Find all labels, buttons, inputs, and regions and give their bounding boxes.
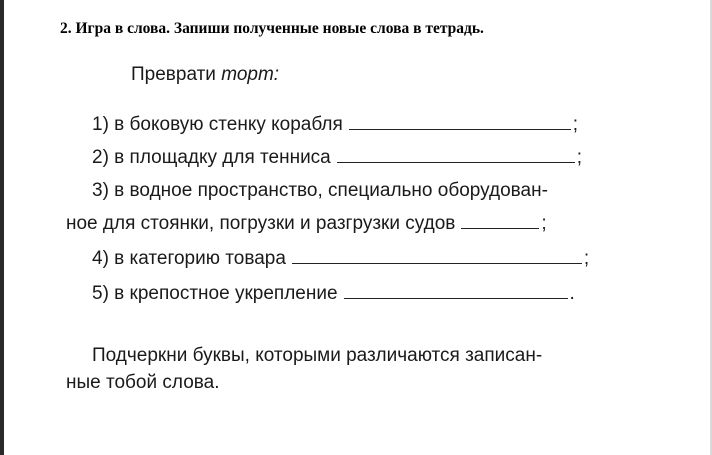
task-heading: 2. Игра в слова. Запиши полученные новые слова в тетрадь. [60,20,484,37]
list-item-punct: ; [541,213,547,234]
page-left-border [0,0,4,455]
list-item-punct: ; [572,114,579,135]
answer-line[interactable] [344,284,568,299]
list-item-punct: ; [583,248,590,269]
answer-line[interactable] [292,249,582,264]
intro-word: торт: [221,64,280,85]
list-item-text: 2) в площадку для тенниса [92,147,331,168]
list-item-1 [92,114,578,138]
task-instruction [66,342,543,396]
list-item-2 [92,147,582,171]
answer-line[interactable] [461,214,539,229]
answer-line[interactable] [337,148,575,163]
list-item-4 [92,248,589,272]
list-item-text: 5) в крепостное укрепление [92,283,338,304]
list-item-3 [92,180,548,204]
list-item-5 [92,283,575,307]
list-item-text: ное для стоянки, погрузки и разгрузки судов [66,213,456,234]
instruction-line-1: Подчеркни буквы, которыми различаются записан- [92,345,543,366]
instruction-line-2: ные тобой слова. [66,372,220,393]
list-item-punct: . [569,283,575,304]
answer-line[interactable] [349,115,571,130]
list-item-text: 3) в водное пространство, специально оборудован- [92,180,548,201]
list-item-text: 4) в категорию товара [92,248,286,269]
list-item-3-continued [66,213,547,237]
list-item-punct: ; [576,147,583,168]
task-intro [131,64,279,86]
intro-prefix: Преврати [131,64,222,85]
list-item-text: 1) в боковую стенку корабля [92,114,343,135]
